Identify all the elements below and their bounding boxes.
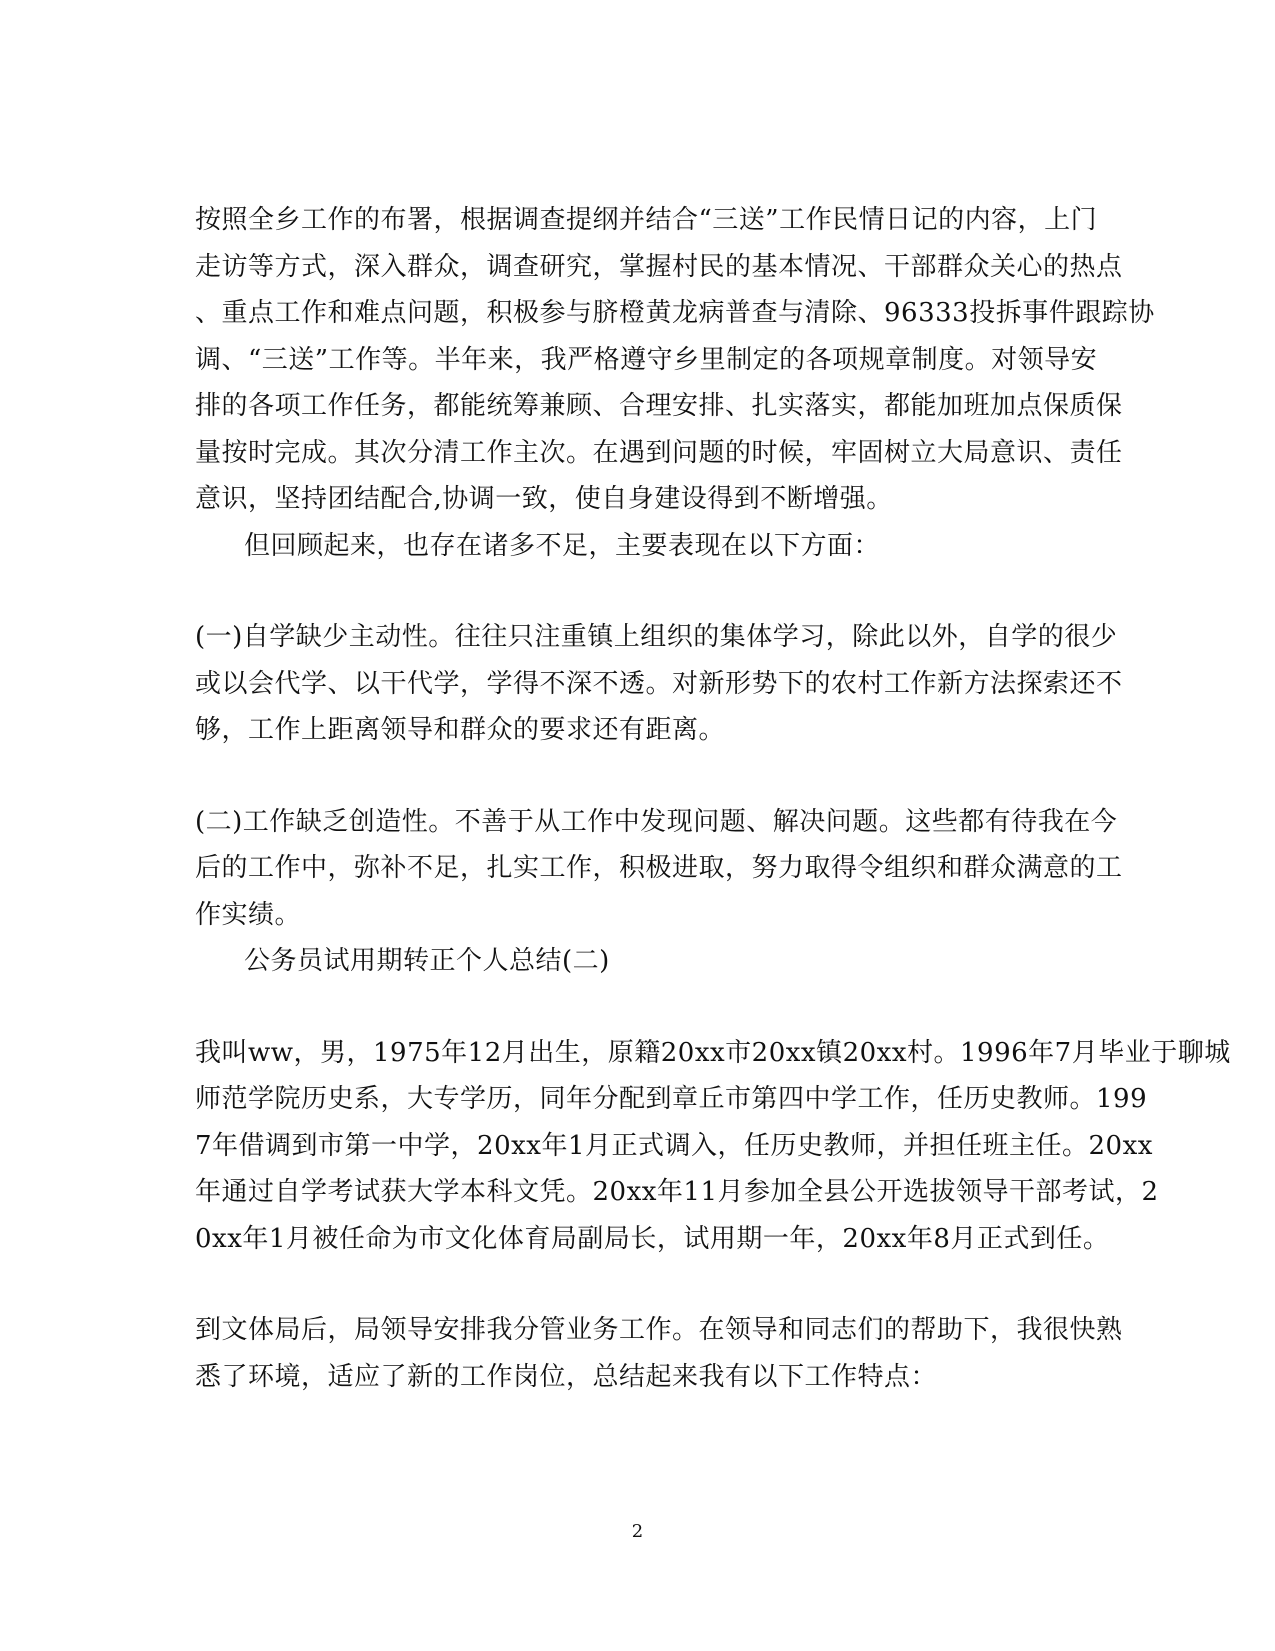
text-line: 走访等方式，深入群众，调查研究，掌握村民的基本情况、干部群众关心的热点 [195,252,1123,282]
text-line: 7年借调到市第一中学，20xx年1月正式调入，任历史教师，并担任班主任。20xx [195,1131,1153,1161]
text-line: 悉了环境，适应了新的工作岗位，总结起来我有以下工作特点： [195,1362,938,1392]
text-line: 但回顾起来，也存在诸多不足，主要表现在以下方面： [244,531,881,561]
text-line: 够，工作上距离领导和群众的要求还有距离。 [195,715,726,745]
text-line: 调、“三送”工作等。半年来，我严格遵守乡里制定的各项规章制度。对领导安 [195,345,1098,375]
text-line: (一)自学缺少主动性。往往只注重镇上组织的集体学习，除此以外，自学的很少 [195,622,1118,652]
text-line: 我叫ww，男，1975年12月出生，原籍20xx市20xx镇20xx村。1996年7月毕业于聊城 [195,1038,1231,1068]
text-line: 年通过自学考试获大学本科文凭。20xx年11月参加全县公开选拔领导干部考试，2 [195,1177,1159,1207]
text-line: 后的工作中，弥补不足，扎实工作，积极进取，努力取得令组织和群众满意的工 [195,853,1123,883]
text-line: 按照全乡工作的布署，根据调查提纲并结合“三送”工作民情日记的内容，上门 [195,205,1098,235]
section-heading: 公务员试用期转正个人总结(二) [244,946,610,976]
page-number: 2 [631,1521,644,1542]
text-line: 到文体局后，局领导安排我分管业务工作。在领导和同志们的帮助下，我很快熟 [195,1315,1123,1345]
text-line: 意识，坚持团结配合,协调一致，使自身建设得到不断增强。 [195,484,893,514]
text-line: 或以会代学、以干代学，学得不深不透。对新形势下的农村工作新方法探索还不 [195,669,1123,699]
text-line: 0xx年1月被任命为市文化体育局副局长，试用期一年，20xx年8月正式到任。 [195,1224,1110,1254]
text-line: 量按时完成。其次分清工作主次。在遇到问题的时候，牢固树立大局意识、责任 [195,438,1123,468]
text-line: 师范学院历史系，大专学历，同年分配到章丘市第四中学工作，任历史教师。199 [195,1084,1148,1114]
text-line: 作实绩。 [195,900,302,930]
text-line: 排的各项工作任务，都能统筹兼顾、合理安排、扎实落实，都能加班加点保质保 [195,391,1123,421]
text-line: 、重点工作和难点问题，积极参与脐橙黄龙病普查与清除、96333投拆事件跟踪协 [195,298,1155,328]
text-line: (二)工作缺乏创造性。不善于从工作中发现问题、解决问题。这些都有待我在今 [195,807,1118,837]
